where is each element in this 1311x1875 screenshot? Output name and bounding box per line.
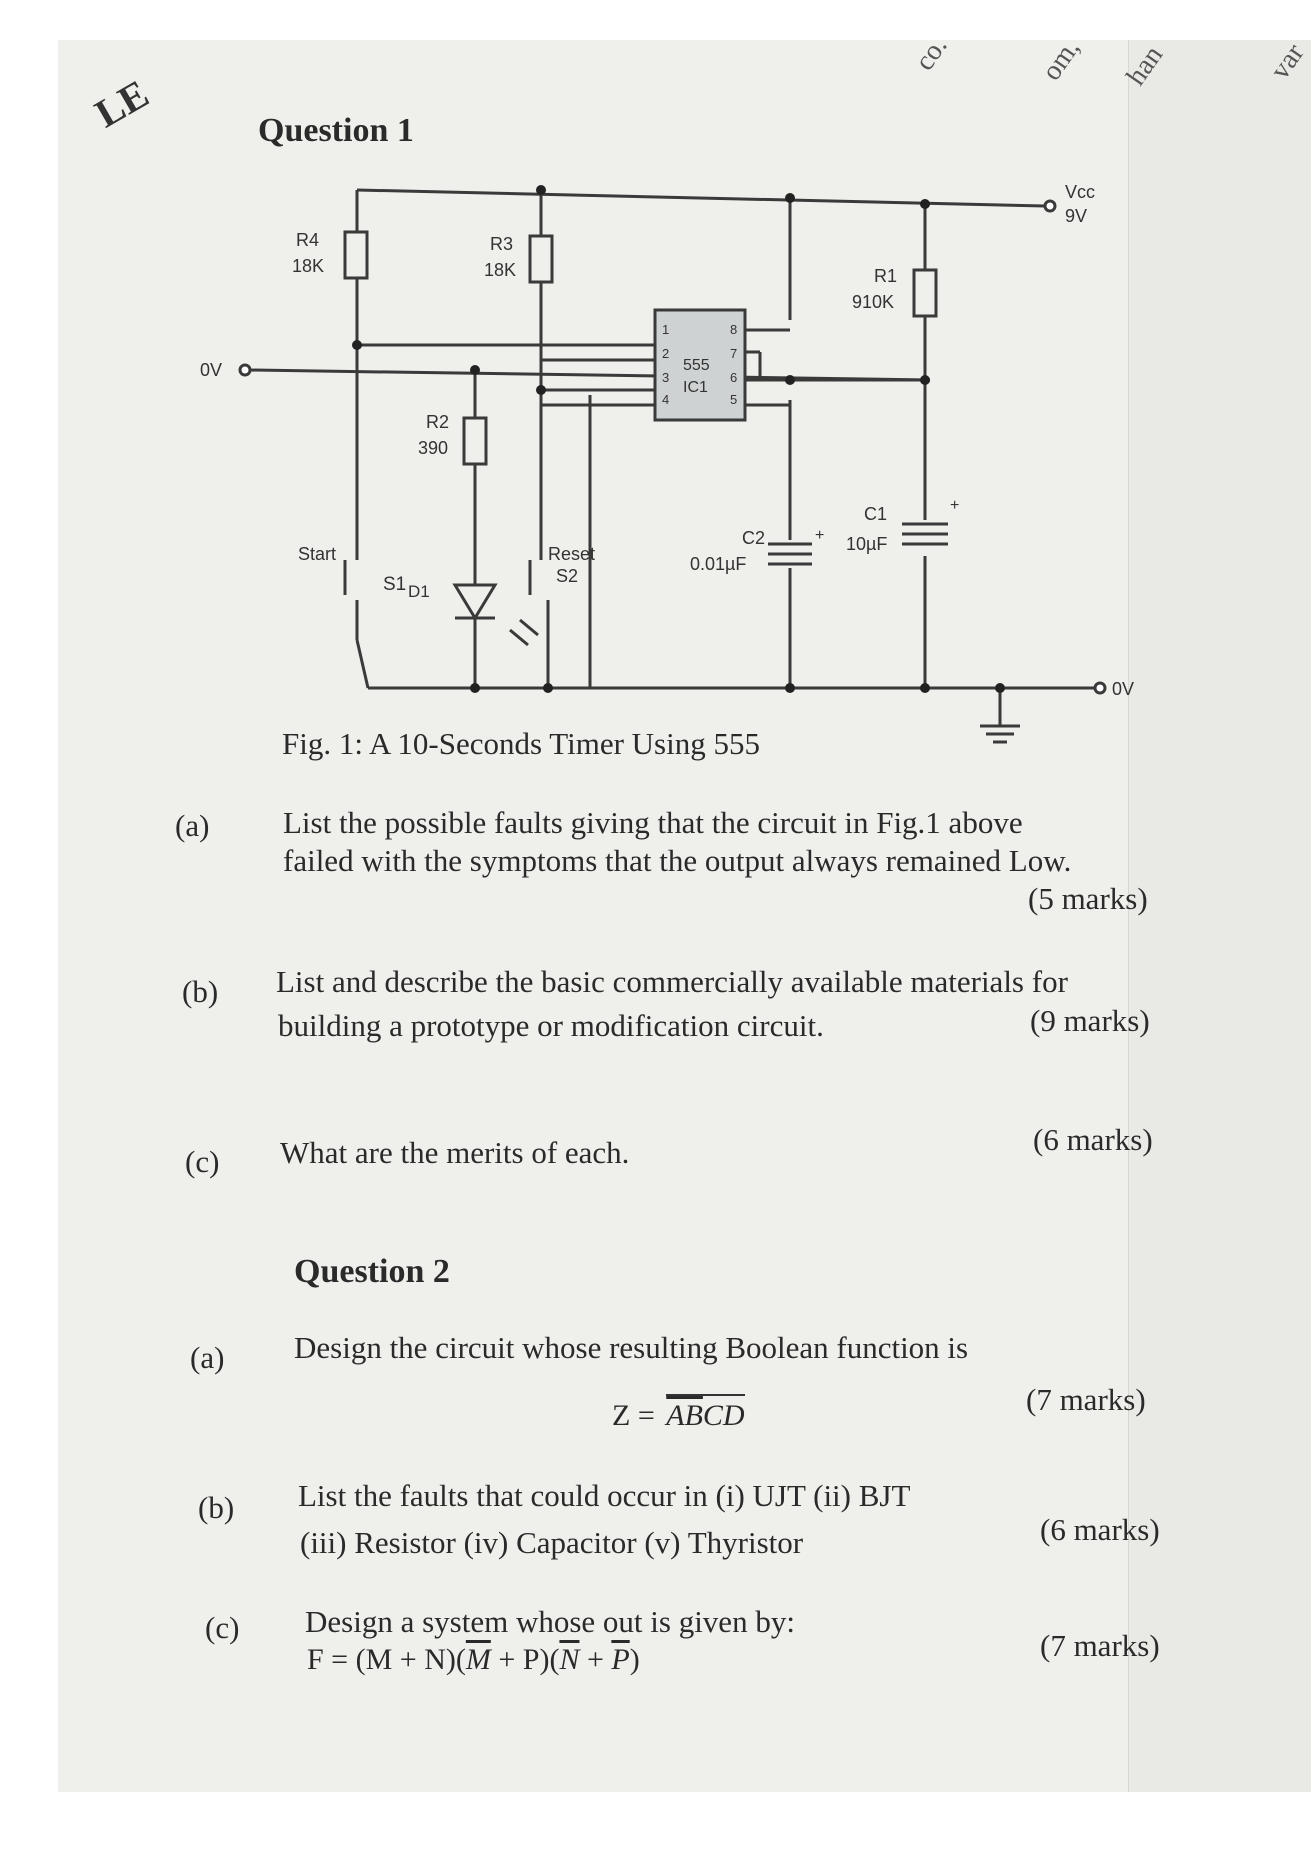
c1-plus: +: [950, 497, 960, 514]
c1-value: 10µF: [846, 534, 888, 554]
question-1-title: Question 1: [258, 112, 414, 149]
ic-pin-6: 6: [730, 370, 738, 385]
q2b-marks: (6 marks): [1040, 1512, 1160, 1547]
q2a-marks: (7 marks): [1026, 1382, 1146, 1417]
q2a-text: Design the circuit whose resulting Boolean function is: [294, 1330, 969, 1365]
zero-v-right-label: 0V: [1112, 679, 1135, 699]
edge-text-4: var: [1264, 38, 1311, 86]
ic-pin-8: 8: [730, 322, 738, 337]
question-2-title: Question 2: [294, 1253, 450, 1290]
q2c-eq-mbar: $\overline{M}$: [465, 1643, 491, 1676]
q1a-line-1: List the possible faults giving that the circuit in Fig.1 above: [283, 805, 1023, 840]
d1-label: D1: [408, 582, 430, 601]
c1-label: C1: [864, 504, 888, 524]
r1-value: 910K: [852, 292, 895, 312]
edge-text-2: om,: [1036, 33, 1086, 87]
q1c-marks: (6 marks): [1033, 1122, 1153, 1157]
q1b-label: (b): [182, 974, 219, 1009]
q1c-label: (c): [185, 1144, 220, 1179]
q2c-eq-part-4: ): [629, 1643, 640, 1676]
q2c-eq-part-3: +: [579, 1643, 612, 1676]
q2c-eq-part-1: F = (M + N)(: [307, 1643, 466, 1676]
q2b-label: (b): [198, 1490, 235, 1525]
vcc-label: Vcc: [1065, 182, 1096, 202]
figure-caption: Fig. 1: A 10-Seconds Timer Using 555: [282, 726, 760, 761]
q2a-eq-ab: $\overline{AB}$: [666, 1399, 703, 1432]
edge-text-5: LE: [87, 70, 157, 137]
vcc-value: 9V: [1065, 206, 1088, 226]
q2c-line-1: Design a system whose out is given by:: [305, 1604, 795, 1639]
ic-label: 555: [683, 357, 710, 374]
s2-label: S2: [556, 566, 579, 586]
q1b-marks: (9 marks): [1030, 1003, 1150, 1038]
q1a-marks: (5 marks): [1028, 881, 1148, 916]
ic-pin-1: 1: [662, 322, 670, 337]
r2-label: R2: [426, 412, 450, 432]
q1b-line-1: List and describe the basic commercially available materials for: [276, 964, 1068, 999]
q2a-eq-cd: CD: [702, 1399, 745, 1432]
q2c-marks: (7 marks): [1040, 1628, 1160, 1663]
q2c-label: (c): [205, 1610, 240, 1645]
start-label: Start: [298, 544, 337, 564]
edge-text-3: han: [1120, 40, 1170, 92]
q2c-equation: [307, 1643, 640, 1677]
r3-label: R3: [490, 234, 514, 254]
r4-value: 18K: [292, 256, 325, 276]
q1a-line-2: failed with the symptoms that the output always remained Low.: [283, 843, 1072, 878]
c2-plus: +: [815, 527, 825, 544]
q2c-eq-nbar: $\overline{N}$: [559, 1643, 580, 1676]
edge-text-1: co.: [909, 31, 954, 77]
ic-pin-4: 4: [662, 392, 670, 407]
q1c-line-1: What are the merits of each.: [280, 1135, 630, 1170]
q2a-label: (a): [190, 1340, 225, 1375]
circuit-diagram: [0, 0, 1311, 780]
r2-value: 390: [418, 438, 449, 458]
ic-pin-7: 7: [730, 346, 738, 361]
ic-pin-2: 2: [662, 346, 670, 361]
c2-label: C2: [742, 528, 766, 548]
ic-pin-3: 3: [662, 370, 670, 385]
zero-v-left-label: 0V: [200, 360, 223, 380]
q1b-line-2: building a prototype or modification circuit.: [278, 1008, 824, 1043]
q2a-eq-prefix: Z =: [612, 1399, 655, 1432]
ic-ref: IC1: [683, 379, 708, 396]
q2b-line-2: (iii) Resistor (iv) Capacitor (v) Thyristor: [300, 1525, 804, 1560]
q1a-label: (a): [175, 808, 210, 843]
q2c-eq-pbar: $\overline{P}$: [611, 1643, 630, 1676]
q2a-equation: [612, 1394, 745, 1433]
reset-label: Reset: [548, 544, 596, 564]
r1-label: R1: [874, 266, 898, 286]
q2c-eq-part-2: + P)(: [490, 1643, 560, 1676]
q2b-line-1: List the faults that could occur in (i) UJT (ii) BJT: [298, 1478, 911, 1513]
r4-label: R4: [296, 230, 320, 250]
s1-label: S1: [383, 574, 407, 595]
r3-value: 18K: [484, 260, 517, 280]
ic-pin-5: 5: [730, 392, 738, 407]
c2-value: 0.01µF: [690, 554, 747, 574]
